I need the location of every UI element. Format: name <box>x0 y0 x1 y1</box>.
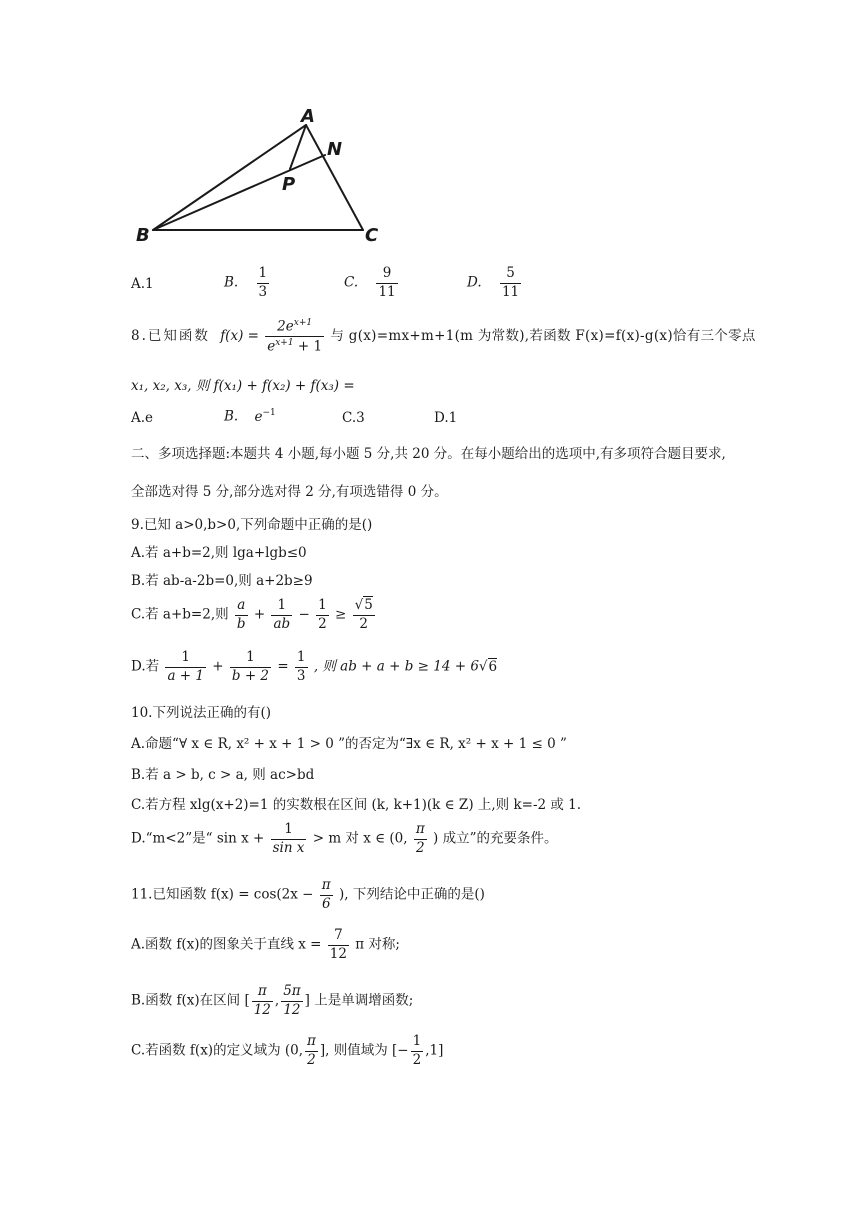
vertex-label-n: N <box>327 139 343 160</box>
numerator: 1 <box>316 598 329 616</box>
fraction <box>165 650 206 684</box>
numerator: 5 <box>500 266 521 284</box>
q10-option-d <box>131 822 558 856</box>
q10-option-a: A.命题“∀ x ∈ R, x² + x + 1 > 0 ”的否定为“∃x ∈ R, x² + x + 1 ≤ 0 ” <box>131 736 567 752</box>
fraction <box>414 822 427 856</box>
fraction <box>281 984 302 1018</box>
q11-stem-prefix: 11.已知函数 f(x) = cos(2x − <box>131 886 314 903</box>
operator: + <box>212 658 224 675</box>
q11-stem <box>131 878 485 912</box>
q11-option-a <box>131 928 400 962</box>
q9-option-b: B.若 ab-a-2b=0,则 a+2b≥9 <box>131 573 313 589</box>
q9-option-d-tail: , 则 ab + a + b ≥ 14 + 6 <box>313 658 479 675</box>
q7-option-c <box>344 266 400 300</box>
denominator: 6 <box>321 895 331 912</box>
q8-option-b-value: e <box>254 408 263 425</box>
numerator: π <box>414 822 427 840</box>
q10-option-d-tail: ) 成立”的充要条件。 <box>433 830 558 847</box>
operator: ≥ <box>334 606 347 623</box>
q10-option-b: B.若 a > b, c > a, 则 ac>bd <box>131 767 315 783</box>
q8-text-mid: 与 g(x)=mx+m+1(m 为常数),若函数 F(x)=f(x)-g(x)恰有三个零点 <box>330 328 756 345</box>
q7-option-b-label: B. <box>224 274 239 291</box>
denominator: 11 <box>501 283 520 300</box>
denominator: 2 <box>359 615 368 632</box>
numerator: 1 <box>295 650 308 668</box>
q11-option-c-prefix: C.若函数 f(x)的定义域为 (0, <box>131 1042 304 1059</box>
q9-option-c <box>131 598 377 632</box>
q11-option-b-tail: ] 上是单调增函数; <box>304 992 414 1009</box>
numerator <box>265 318 324 337</box>
fraction <box>295 650 308 684</box>
q8-stem-line1 <box>131 318 756 355</box>
fraction <box>252 984 273 1018</box>
fraction <box>320 878 333 912</box>
q11-option-a-prefix: A.函数 f(x)的图象关于直线 x = <box>131 936 322 953</box>
q8-fx: f(x) = <box>220 328 259 345</box>
denominator: 3 <box>258 283 268 300</box>
radicand: 5 <box>364 597 373 613</box>
q10-stem: 10.下列说法正确的有() <box>131 705 272 721</box>
vertex-label-p: P <box>282 174 296 195</box>
section2-instructions-line2: 全部选对得 5 分,部分选对得 2 分,有项选错得 0 分。 <box>131 484 448 500</box>
q7-option-d <box>467 266 523 300</box>
fraction <box>376 266 397 300</box>
denominator: 12 <box>253 1001 271 1018</box>
numerator: 1 <box>271 822 307 840</box>
numerator: 1 <box>271 598 292 616</box>
radicand: 6 <box>488 658 498 675</box>
q10-option-d-mid: > m 对 x ∈ (0, <box>312 830 408 847</box>
fraction <box>316 598 329 632</box>
q11-option-a-tail: π 对称; <box>355 936 400 953</box>
fraction <box>271 598 292 632</box>
q9-option-a: A.若 a+b=2,则 lga+lgb≤0 <box>131 545 307 561</box>
denominator: 2 <box>318 615 327 632</box>
section2-instructions-line1: 二、多项选择题:本题共 4 小题,每小题 5 分,共 20 分。在每小题给出的选项中,有多项符合题目要求, <box>131 446 726 462</box>
fraction <box>305 1034 318 1068</box>
q11-option-c <box>131 1034 443 1068</box>
denominator: 11 <box>378 283 396 300</box>
q9-option-d: D.若 $\frac{1}{a + 1}$ + $\frac{1}{b + 2}$ = $\frac{1}{3}$ , 则 ab + a + b ≥ 14 + 6√6 <box>131 649 498 684</box>
numerator: 7 <box>328 928 349 946</box>
denominator: ab <box>273 615 291 632</box>
q8-option-b <box>224 408 276 425</box>
q9-option-d-prefix: D.若 <box>131 658 160 675</box>
denominator: 2 <box>307 1051 316 1068</box>
q8-option-b-exponent: −1 <box>262 408 276 418</box>
denominator: 2 <box>416 839 425 856</box>
numerator: 5π <box>281 984 302 1002</box>
numerator: √5 <box>353 598 375 616</box>
vertex-label-b: B <box>136 225 150 246</box>
q11-option-c-mid: ], 则值域为 [− <box>319 1042 409 1059</box>
q10-option-d-prefix: D.“m<2”是“ sin x + <box>131 830 265 847</box>
q7-option-c-label: C. <box>344 274 359 291</box>
fraction <box>353 598 375 632</box>
q8-denominator-exponent: x+1 <box>275 338 294 349</box>
q11-option-b-prefix: B.函数 f(x)在区间 [ <box>131 992 250 1009</box>
q11-option-b <box>131 984 413 1018</box>
fraction <box>271 822 307 856</box>
fraction <box>235 598 248 632</box>
denominator: 2 <box>412 1051 422 1068</box>
q8-option-b-label: B. <box>224 408 239 425</box>
numerator: π <box>320 878 333 896</box>
numerator: π <box>252 984 273 1002</box>
q7-option-a: A.1 <box>131 276 154 292</box>
numerator: 1 <box>165 650 206 668</box>
denominator: 3 <box>296 667 306 684</box>
q8-option-a: A.e <box>131 410 154 426</box>
fraction <box>411 1034 424 1068</box>
q9-option-c-prefix: C.若 a+b=2,则 <box>131 606 229 623</box>
operator: = <box>277 658 289 675</box>
operator: + <box>253 606 266 623</box>
operator: − <box>298 606 310 623</box>
vertex-label-c: C <box>365 225 379 246</box>
q7-option-d-label: D. <box>467 274 482 291</box>
denominator: 12 <box>329 945 347 962</box>
q8-option-c: C.3 <box>342 410 365 426</box>
denominator: a + 1 <box>167 667 204 684</box>
fraction <box>230 650 271 684</box>
q8-stem-line2: x₁, x₂, x₃, 则 f(x₁) + f(x₂) + f(x₃) = <box>131 378 355 394</box>
segment-bn <box>153 155 325 230</box>
denominator <box>265 337 324 355</box>
q8-denominator-tail: + 1 <box>293 338 323 355</box>
fraction <box>328 928 349 962</box>
denominator: 12 <box>283 1001 301 1018</box>
vertex-label-a: A <box>301 106 315 127</box>
denominator: b + 2 <box>231 667 270 684</box>
q8-numerator-exponent: x+1 <box>293 318 313 328</box>
q11-option-c-tail: ,1] <box>425 1042 444 1059</box>
fraction <box>500 266 521 300</box>
numerator: π <box>305 1034 318 1052</box>
q7-option-b <box>224 266 271 300</box>
q8-option-d: D.1 <box>434 410 458 426</box>
denominator: sin x <box>272 839 305 856</box>
q10-option-c: C.若方程 xlg(x+2)=1 的实数根在区间 (k, k+1)(k ∈ Z) 上,则 k=-2 或 1. <box>131 797 582 813</box>
denominator: b <box>236 615 246 632</box>
q9-stem: 9.已知 a>0,b>0,下列命题中正确的是() <box>131 517 373 533</box>
fraction <box>257 266 270 300</box>
numerator: 1 <box>230 650 271 668</box>
q8-fraction <box>265 318 324 355</box>
numerator: 9 <box>376 266 397 284</box>
numerator: 1 <box>411 1034 424 1052</box>
separator: , <box>274 992 280 1009</box>
q11-stem-tail: ), 下列结论中正确的是() <box>338 886 485 903</box>
numerator: 1 <box>257 266 270 284</box>
q8-text-start: 8.已知函数 <box>131 328 210 345</box>
numerator: a <box>235 598 248 616</box>
q8-numerator-base: 2e <box>277 318 294 335</box>
triangle-figure <box>120 100 400 255</box>
q8-denominator-base: e <box>267 338 276 355</box>
